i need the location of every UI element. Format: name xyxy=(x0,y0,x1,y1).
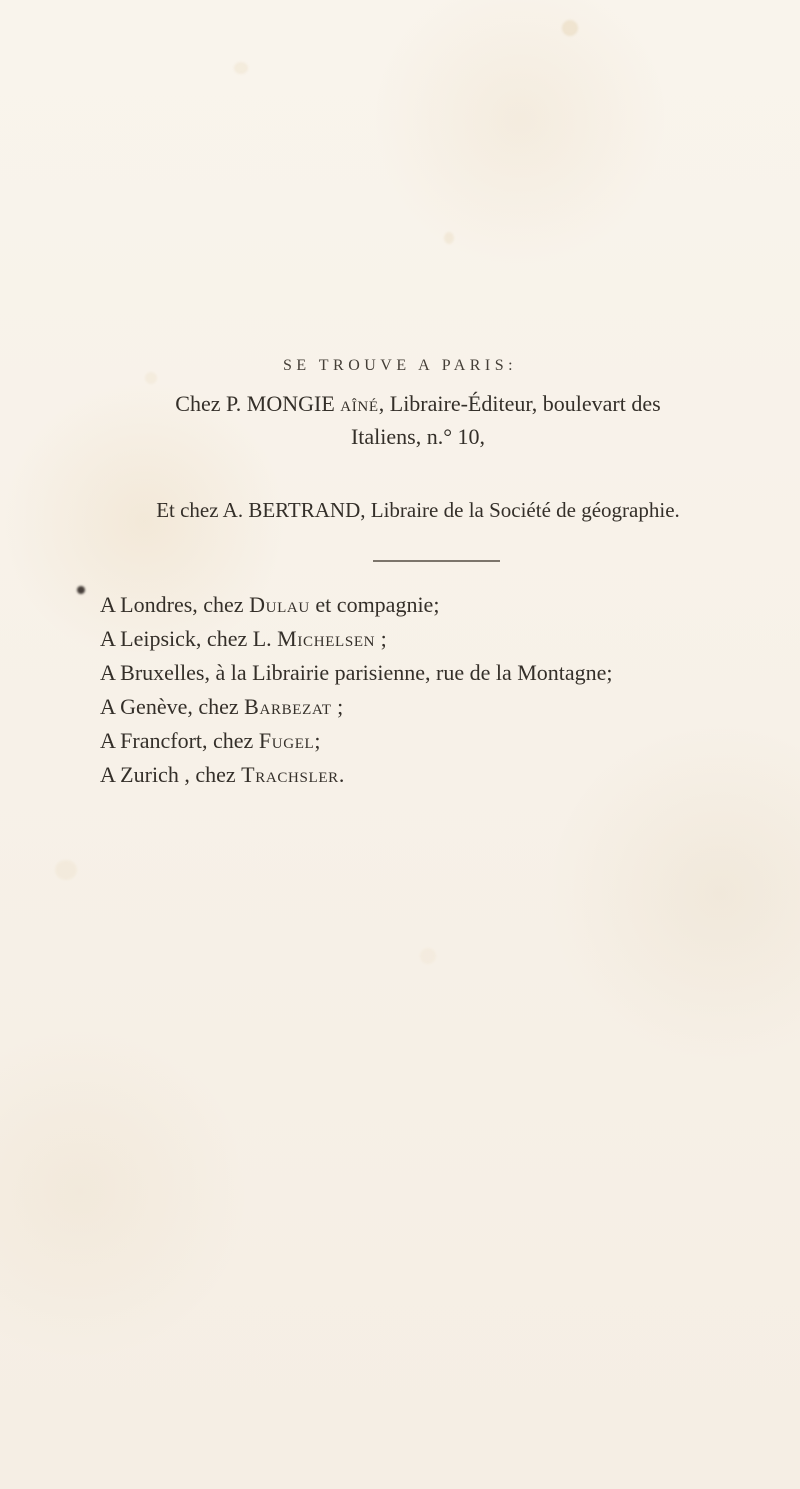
foreign-suffix: ; xyxy=(375,626,387,651)
foreign-row-geneve xyxy=(100,694,343,719)
foreign-prefix: A Zurich , chez xyxy=(100,762,242,787)
mongie-address-line: Italiens, n.° 10, xyxy=(350,424,486,449)
foreign-prefix: A Leipsick, chez L. xyxy=(100,626,278,651)
foreign-suffix: ; xyxy=(331,694,344,719)
paper-stain xyxy=(234,62,248,74)
ink-spot xyxy=(77,586,85,594)
paper-stain xyxy=(444,232,454,244)
paper-stain xyxy=(420,948,436,964)
bookseller-name: Michelsen xyxy=(277,626,376,651)
foreign-prefix: A Londres, chez xyxy=(100,592,250,617)
foreign-suffix: ; xyxy=(314,728,321,753)
foreign-prefix: A Bruxelles, à la Librairie parisienne, rue de la Montagne; xyxy=(100,660,613,685)
bookseller-name: Fugel xyxy=(258,728,315,753)
foreign-suffix: et compagnie; xyxy=(309,592,440,617)
bookseller-name: Trachsler xyxy=(241,762,339,787)
foreign-row-leipsick xyxy=(100,626,387,651)
paper-stain xyxy=(55,860,77,880)
foreign-suffix: . xyxy=(338,762,345,787)
paris-heading: SE TROUVE A PARIS: xyxy=(282,357,518,374)
mongie-prefix: Chez P. MONGIE xyxy=(175,391,341,416)
aine-label: aîné xyxy=(340,391,379,416)
foreign-row-zurich xyxy=(100,762,344,787)
section-divider xyxy=(373,560,500,562)
foreign-row-bruxelles xyxy=(100,660,613,685)
foreign-prefix: A Genève, chez xyxy=(100,694,245,719)
mongie-suffix: , Libraire-Éditeur, boulevart des xyxy=(378,391,661,416)
foreign-prefix: A Francfort, chez xyxy=(100,728,259,753)
paper-stain xyxy=(562,20,578,36)
bookseller-name: Dulau xyxy=(249,592,310,617)
mongie-line xyxy=(18,391,800,416)
foreign-row-francfort xyxy=(100,728,320,753)
foreign-row-london xyxy=(100,592,439,617)
bertrand-line: Et chez A. BERTRAND, Libraire de la Société de géographie. xyxy=(156,498,680,522)
bookseller-name: Barbezat xyxy=(244,694,332,719)
